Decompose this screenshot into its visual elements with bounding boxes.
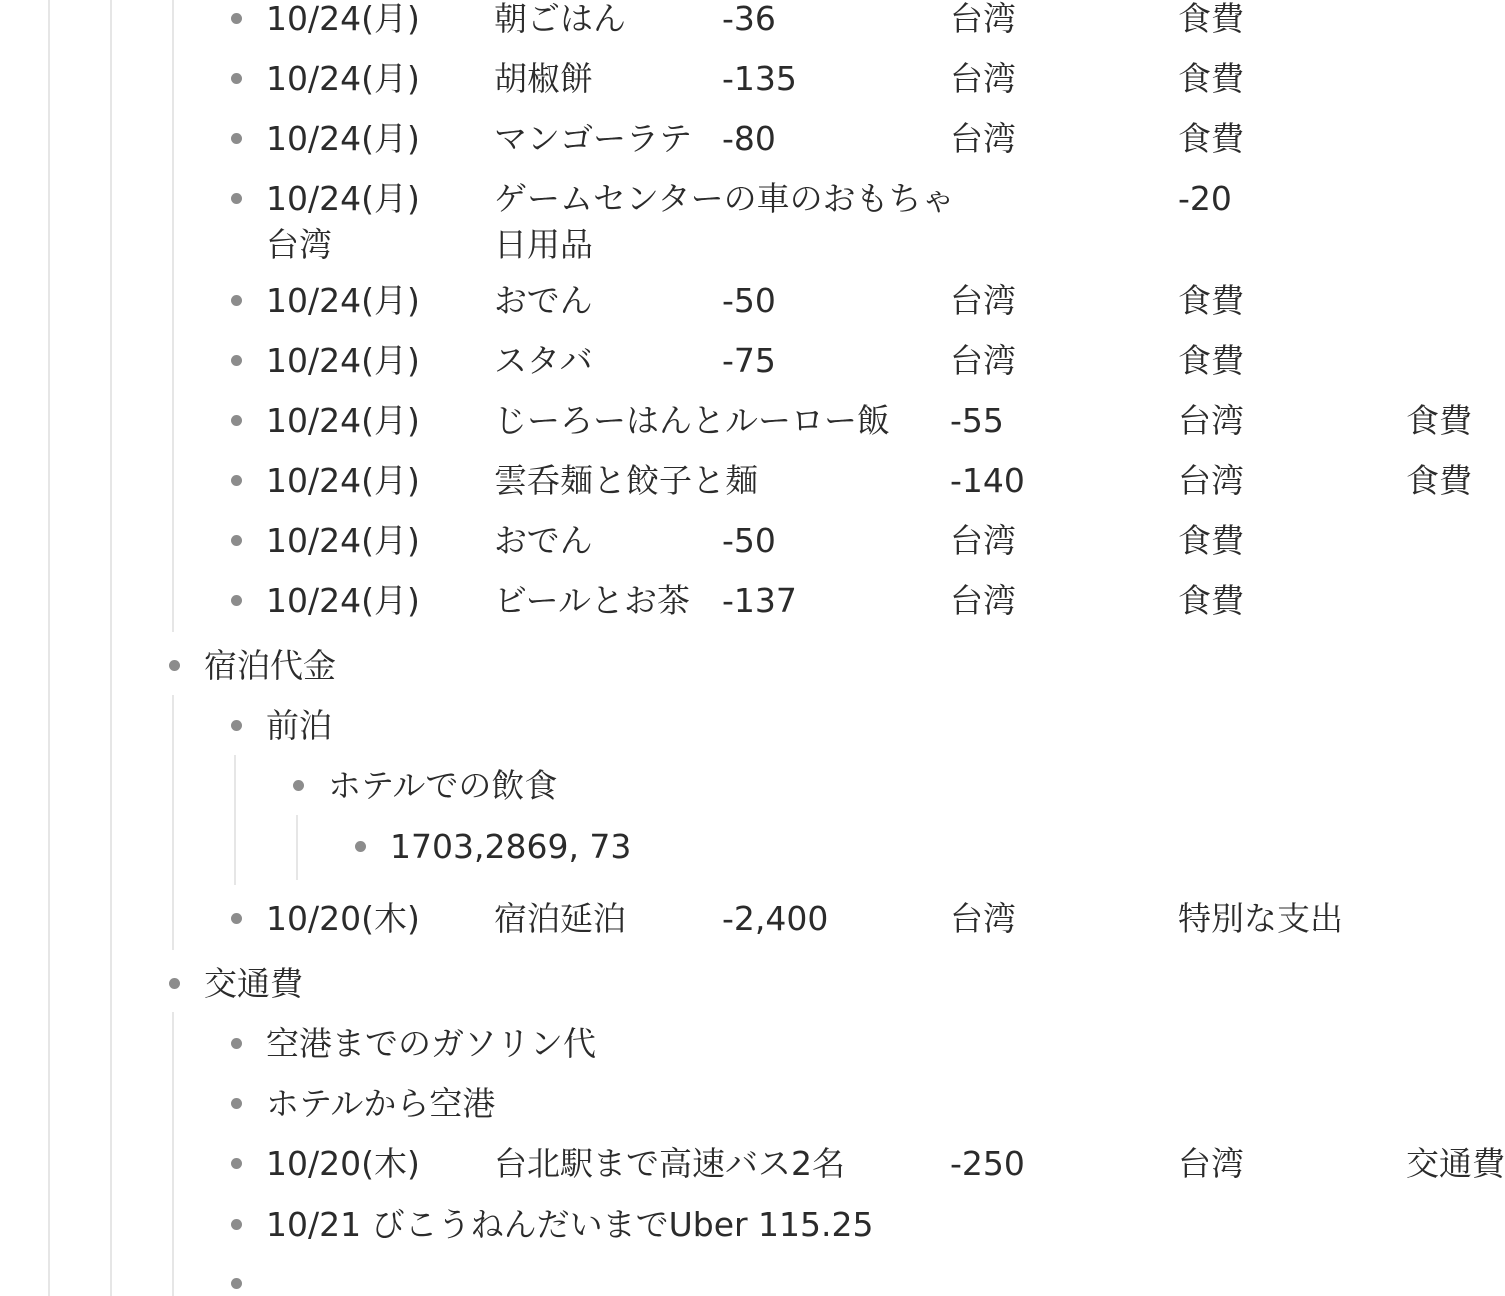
indent-guide-level-2 — [110, 0, 112, 1296]
list-item-text[interactable]: 10/24(月) マンゴーラテ -80 台湾 食費 — [266, 119, 1244, 158]
indent-guide-food-group — [172, 0, 174, 632]
list-bullet[interactable] — [231, 720, 242, 731]
list-bullet[interactable] — [231, 133, 242, 144]
list-bullet[interactable] — [231, 295, 242, 306]
list-item-text[interactable]: 宿泊代金 — [204, 646, 336, 685]
indent-guide-prestay-group — [234, 755, 236, 885]
list-item-text[interactable]: 10/24(月) 朝ごはん -36 台湾 食費 — [266, 0, 1244, 38]
list-item-text[interactable]: 前泊 — [266, 706, 332, 745]
list-bullet[interactable] — [231, 475, 242, 486]
list-item-text[interactable]: 10/24(月) 雲呑麺と餃子と麺 -140 台湾 食費 — [266, 461, 1472, 500]
list-bullet[interactable] — [231, 1219, 242, 1230]
list-item-text[interactable]: 10/20(木) 台北駅まで高速バス2名 -250 台湾 交通費 — [266, 1144, 1505, 1183]
list-item-text[interactable]: ホテルでの飲食 — [328, 766, 558, 805]
list-bullet[interactable] — [169, 660, 180, 671]
list-item-text[interactable]: 10/24(月) ビールとお茶 -137 台湾 食費 — [266, 581, 1244, 620]
list-item-text[interactable]: 1703,2869, 73 — [390, 827, 632, 866]
list-bullet[interactable] — [355, 841, 366, 852]
list-bullet[interactable] — [231, 415, 242, 426]
indent-guide-lodging-group — [172, 695, 174, 950]
list-item-text[interactable]: 10/24(月) 胡椒餅 -135 台湾 食費 — [266, 59, 1244, 98]
list-item-text[interactable]: 10/24(月) おでん -50 台湾 食費 — [266, 281, 1244, 320]
list-bullet[interactable] — [169, 978, 180, 989]
list-item-text[interactable]: 10/24(月) ゲームセンターの車のおもちゃ -20 台湾 日用品 — [266, 179, 1406, 264]
list-bullet[interactable] — [231, 1098, 242, 1109]
indent-guide-transport-group — [172, 1012, 174, 1296]
list-item-text[interactable]: 交通費 — [204, 964, 303, 1003]
list-bullet[interactable] — [231, 535, 242, 546]
list-bullet[interactable] — [231, 193, 242, 204]
list-item-text[interactable]: ホテルから空港 — [266, 1084, 496, 1123]
list-item-text[interactable]: 10/20(木) 宿泊延泊 -2,400 台湾 特別な支出 — [266, 899, 1343, 938]
list-item-text[interactable]: 10/24(月) じーろーはんとルーロー飯 -55 台湾 食費 — [266, 401, 1472, 440]
list-item-text[interactable]: 10/24(月) スタバ -75 台湾 食費 — [266, 341, 1244, 380]
list-bullet[interactable] — [231, 1158, 242, 1169]
list-item-text[interactable]: 10/24(月) おでん -50 台湾 食費 — [266, 521, 1244, 560]
list-bullet[interactable] — [231, 1038, 242, 1049]
indent-guide-hotel-food-group — [296, 815, 298, 880]
list-item-text[interactable]: 空港までのガソリン代 — [266, 1024, 596, 1063]
list-bullet[interactable] — [231, 355, 242, 366]
list-bullet[interactable] — [231, 1278, 242, 1289]
list-bullet[interactable] — [231, 595, 242, 606]
list-item-text[interactable]: 10/21 びこうねんだいまでUber 115.25 — [266, 1205, 874, 1244]
list-bullet[interactable] — [231, 13, 242, 24]
list-bullet[interactable] — [231, 73, 242, 84]
indent-guide-level-1 — [48, 0, 50, 1296]
list-bullet[interactable] — [231, 913, 242, 924]
list-bullet[interactable] — [293, 780, 304, 791]
